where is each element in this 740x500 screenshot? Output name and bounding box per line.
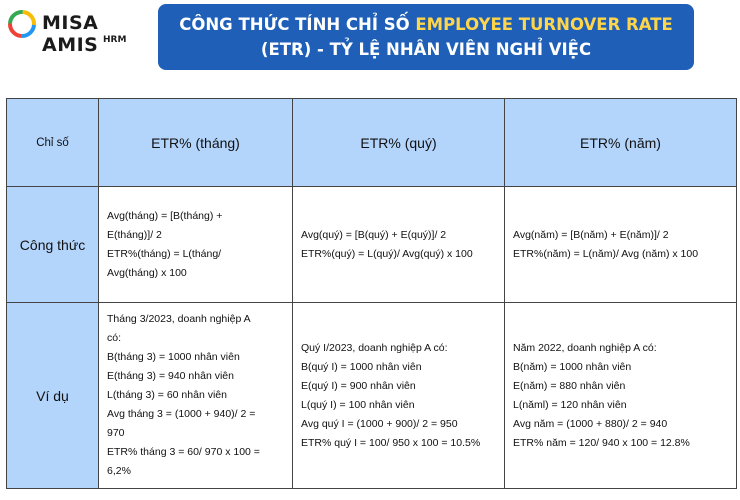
cell-line: Avg quý I = (1000 + 900)/ 2 = 950 — [301, 417, 458, 430]
cell-line: B(năm) = 1000 nhân viên — [513, 360, 632, 373]
cell-line: B(tháng 3) = 1000 nhân viên — [107, 351, 240, 363]
cell-line: ETR%(tháng) = L(tháng/ — [107, 247, 222, 260]
column-header: Chỉ số — [7, 99, 99, 187]
etr-formula-table — [6, 98, 737, 489]
table-cell — [99, 303, 293, 489]
brand-sub: HRM — [103, 35, 127, 45]
cell-line: ETR% năm = 120/ 940 x 100 = 12.8% — [513, 436, 690, 449]
cell-line: Avg năm = (1000 + 880)/ 2 = 940 — [513, 417, 668, 430]
banner-title-line-2: (ETR) - TỶ LỆ NHÂN VIÊN NGHỈ VIỆC — [260, 40, 592, 59]
cell-line: L(tháng 3) = 60 nhân viên — [107, 389, 227, 401]
table-cell — [99, 187, 293, 303]
cell-line: E(tháng)]/ 2 — [107, 228, 162, 241]
table-cell — [505, 187, 737, 303]
cell-line: Avg(năm) = [B(năm) + E(năm)]/ 2 — [513, 228, 669, 241]
cell-line: Năm 2022, doanh nghiệp A có: — [513, 341, 657, 354]
cell-line: Tháng 3/2023, doanh nghiệp A — [107, 313, 251, 325]
banner-title-plain: CÔNG THỨC TÍNH CHỈ SỐ — [179, 15, 416, 34]
title-banner — [158, 4, 694, 70]
table-row — [7, 303, 737, 489]
cell-line: E(năm) = 880 nhân viên — [513, 379, 626, 392]
cell-line: có: — [107, 332, 122, 344]
column-header: ETR% (quý) — [293, 99, 505, 187]
table-row — [7, 187, 737, 303]
table-cell — [293, 303, 505, 489]
cell-line: ETR% quý I = 100/ 950 x 100 = 10.5% — [301, 436, 481, 449]
brand-logo — [8, 8, 148, 56]
misa-logo-icon — [8, 10, 36, 38]
cell-line: B(quý I) = 1000 nhân viên — [301, 360, 422, 373]
table-header-row — [7, 99, 737, 187]
cell-line: Quý I/2023, doanh nghiệp A có: — [301, 341, 448, 354]
table-cell — [505, 303, 737, 489]
cell-line: E(quý I) = 900 nhân viên — [301, 379, 416, 392]
banner-title-line-1 — [179, 12, 673, 37]
column-header: ETR% (năm) — [505, 99, 737, 187]
cell-line: ETR% tháng 3 = 60/ 970 x 100 = — [107, 446, 260, 458]
cell-line: Avg(quý) = [B(quý) + E(quý)]/ 2 — [301, 228, 447, 241]
cell-line: Avg(tháng) x 100 — [107, 266, 187, 279]
column-header: ETR% (tháng) — [99, 99, 293, 187]
banner-title-highlight: EMPLOYEE TURNOVER RATE — [415, 15, 673, 34]
cell-line: 6,2% — [107, 465, 131, 477]
cell-line: E(tháng 3) = 940 nhân viên — [107, 370, 234, 382]
cell-line: Avg tháng 3 = (1000 + 940)/ 2 = — [107, 408, 256, 420]
cell-line: L(quý I) = 100 nhân viên — [301, 398, 415, 411]
row-label: Công thức — [7, 187, 99, 303]
cell-line: L(năml) = 120 nhân viên — [513, 398, 627, 411]
brand-name: MISA AMIS — [42, 12, 99, 56]
table-cell — [293, 187, 505, 303]
cell-line: ETR%(năm) = L(năm)/ Avg (năm) x 100 — [513, 247, 699, 260]
row-label: Ví dụ — [7, 303, 99, 489]
cell-line: 970 — [107, 427, 125, 439]
cell-line: Avg(tháng) = [B(tháng) + — [107, 209, 223, 222]
cell-line: ETR%(quý) = L(quý)/ Avg(quý) x 100 — [301, 247, 473, 260]
